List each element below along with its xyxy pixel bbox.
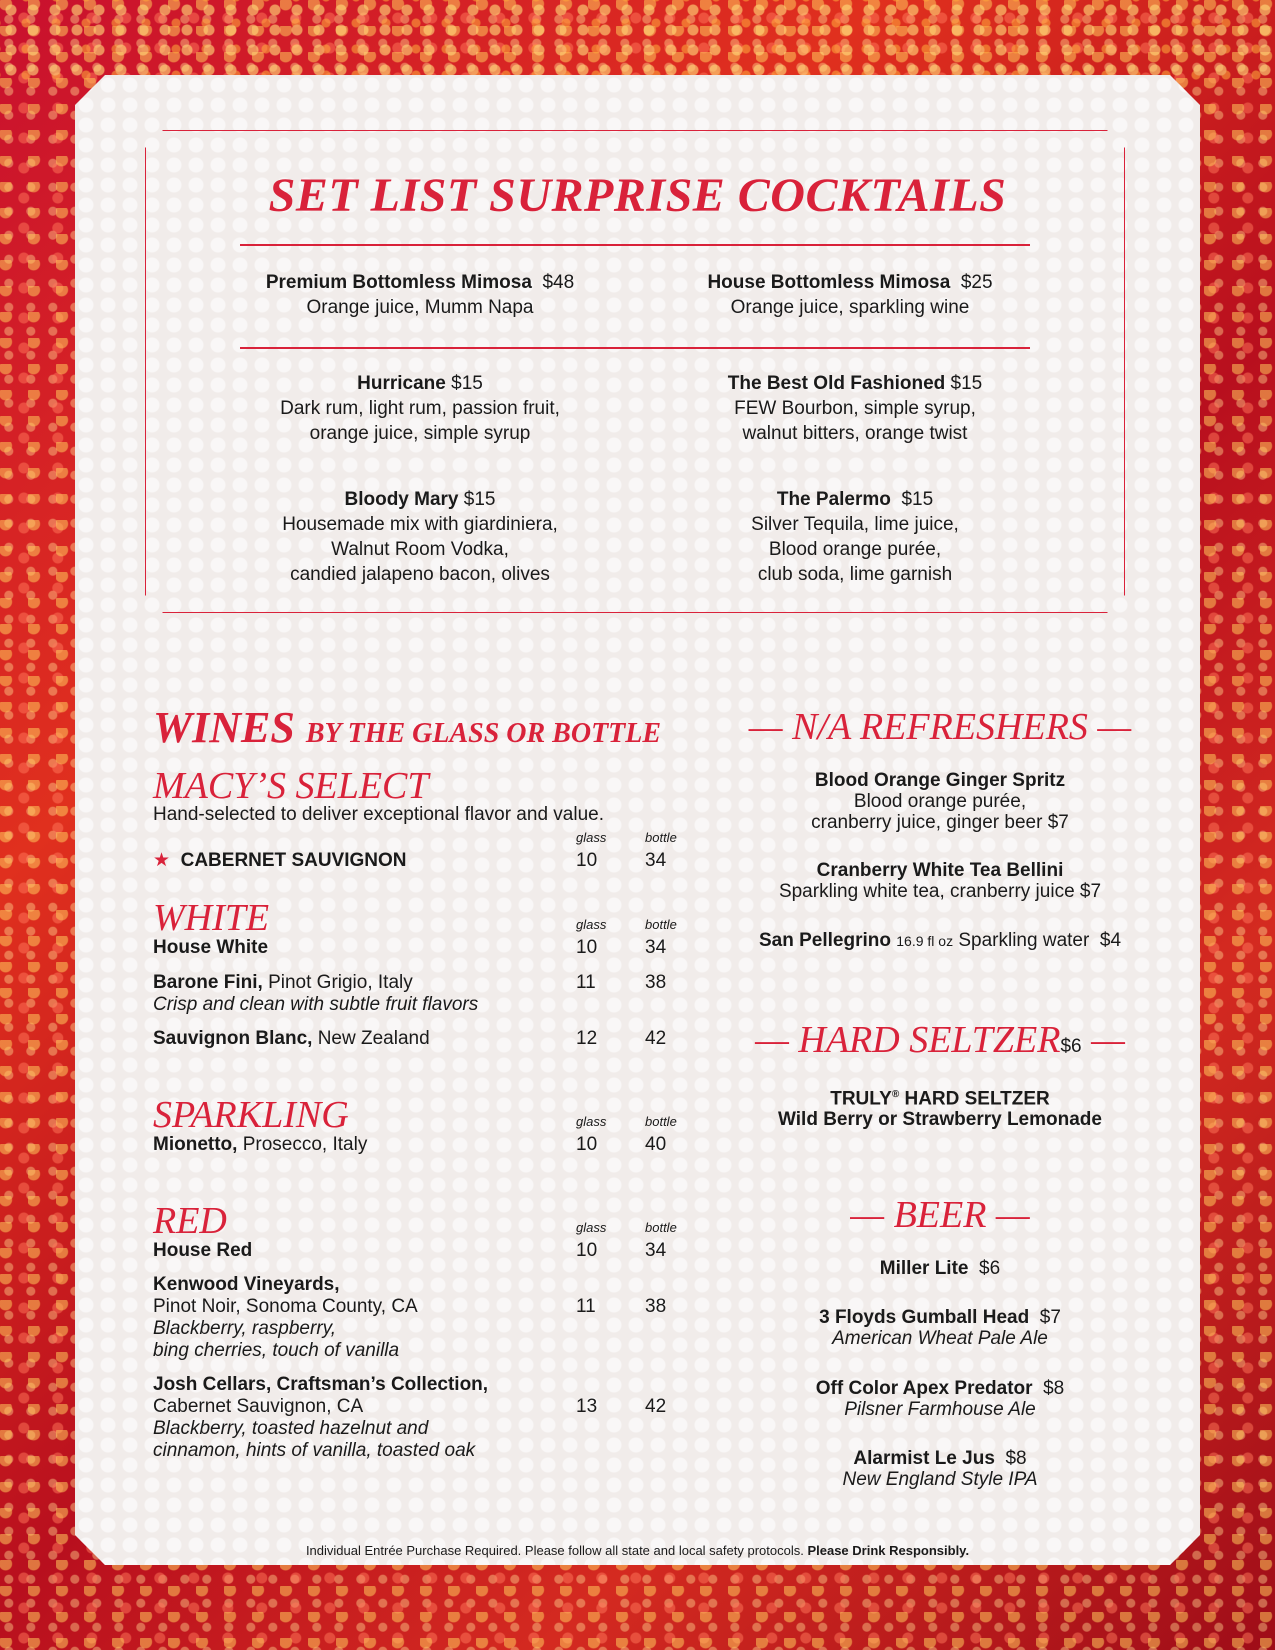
wine-row: Sauvignon Blanc, New Zealand — [153, 1028, 430, 1049]
na-item: Cranberry White Tea Bellini Sparkling white tea, cranberry juice $7 — [778, 860, 1102, 902]
bottle-price: 34 — [645, 937, 667, 958]
cocktails-rule-middle — [240, 347, 1030, 349]
wine-row: ★ CABERNET SAUVIGNON — [153, 850, 407, 871]
na-item: Blood Orange Ginger Spritz Blood orange purée, cranberry juice, ginger beer $7 — [811, 770, 1069, 833]
glass-price: 10 — [576, 937, 598, 958]
bottle-price: 42 — [645, 1028, 667, 1049]
glass-price: 11 — [576, 1296, 596, 1317]
cocktail-item: Premium Bottomless Mimosa $48 Orange juice, Mumm Napa — [265, 272, 575, 318]
cocktail-item: The Palermo $15 Silver Tequila, lime juice, Blood orange purée, club soda, lime garnish — [751, 489, 959, 585]
cocktails-rule-top — [240, 244, 1030, 246]
bottle-price: 34 — [645, 1240, 667, 1261]
glass-header: glass — [576, 917, 607, 932]
red-title: RED — [153, 1200, 227, 1242]
cocktail-item: Bloody Mary $15 Housemade mix with giardiniera, Walnut Room Vodka, candied jalapeno bacon, olives — [282, 489, 558, 585]
wine-row: Josh Cellars, Craftsman’s Collection, Cabernet Sauvignon, CA Blackberry, toasted hazelnut and cinnamon, hints of vanilla, toasted oak — [153, 1374, 489, 1461]
wine-note: cinnamon, hints of vanilla, toasted oak — [153, 1440, 476, 1461]
bottle-header: bottle — [645, 1220, 677, 1235]
wine-row: Kenwood Vineyards, Pinot Noir, Sonoma County, CA Blackberry, raspberry, bing cherries, touch of vanilla — [153, 1274, 418, 1361]
bottle-price: 42 — [645, 1396, 667, 1417]
beer-item: Miller Lite $6 — [879, 1258, 1001, 1279]
glass-price: 10 — [576, 1240, 598, 1261]
bottle-price: 38 — [645, 972, 667, 993]
sequin-background — [0, 0, 1275, 80]
wine-row: Barone Fini, Pinot Grigio, Italy Crisp and clean with subtle fruit flavors — [153, 972, 479, 1015]
na-item-pellegrino: San Pellegrino 16.9 fl oz Sparkling water $4 — [758, 930, 1122, 951]
white-title: WHITE — [153, 897, 270, 939]
beer-item: 3 Floyds Gumball Head $7 American Wheat Pale Ale — [819, 1307, 1061, 1349]
cocktail-item: Hurricane $15 Dark rum, light rum, passion fruit, orange juice, simple syrup — [280, 373, 560, 444]
cocktail-item: House Bottomless Mimosa $25 Orange juice, sparkling wine — [707, 272, 993, 318]
beer-item: Alarmist Le Jus $8 New England Style IPA — [842, 1448, 1038, 1490]
wine-note: Blackberry, raspberry, — [153, 1318, 337, 1339]
hard-seltzer-title: — HARD SELTZER$6 — — [755, 1019, 1125, 1061]
glass-price: 13 — [576, 1396, 598, 1417]
wine-note: bing cherries, touch of vanilla — [153, 1340, 400, 1361]
sparkling-title: SPARKLING — [153, 1094, 349, 1136]
glass-price: 11 — [576, 972, 596, 993]
bottle-header: bottle — [645, 917, 677, 932]
star-icon: ★ — [153, 850, 171, 871]
beer-item: Off Color Apex Predator $8 Pilsner Farmhouse Ale — [815, 1378, 1065, 1420]
seltzer-price: $6 — [1060, 1036, 1082, 1057]
bottle-header: bottle — [645, 830, 677, 845]
glass-price: 10 — [576, 850, 598, 871]
wines-title: WINES BY THE GLASS OR BOTTLE — [153, 703, 662, 752]
wines-subtitle: BY THE GLASS OR BOTTLE — [305, 718, 662, 749]
macys-select-title: MACY’S SELECT — [153, 765, 429, 807]
glass-header: glass — [576, 830, 607, 845]
glass-price: 10 — [576, 1134, 598, 1155]
cocktail-item: The Best Old Fashioned $15 FEW Bourbon, simple syrup, walnut bitters, orange twist — [727, 373, 983, 444]
wine-note: Blackberry, toasted hazelnut and — [153, 1418, 429, 1439]
bottle-header: bottle — [645, 1114, 677, 1129]
seltzer-item: TRULY® HARD SELTZER Wild Berry or Strawberry Lemonade — [778, 1088, 1102, 1131]
wine-row: Mionetto, Prosecco, Italy — [153, 1134, 368, 1155]
macys-select-tagline: Hand-selected to deliver exceptional flavor and value. — [153, 804, 604, 825]
na-refreshers-title: — N/A REFRESHERS — — [748, 706, 1132, 748]
wine-note: Crisp and clean with subtle fruit flavors — [153, 994, 479, 1015]
glass-header: glass — [576, 1114, 607, 1129]
footer-disclaimer: Individual Entrée Purchase Required. Please follow all state and local safety protocols. Please Drink Responsibly. — [305, 1543, 970, 1558]
bottle-price: 34 — [645, 850, 667, 871]
bottle-price: 40 — [645, 1134, 667, 1155]
cocktails-title: SET LIST SURPRISE COCKTAILS — [268, 169, 1007, 222]
glass-price: 12 — [576, 1028, 598, 1049]
bottle-price: 38 — [645, 1296, 667, 1317]
wine-row: House White — [153, 937, 269, 958]
beer-title: — BEER — — [850, 1194, 1030, 1236]
glass-header: glass — [576, 1220, 607, 1235]
wine-row: House Red — [153, 1240, 253, 1261]
